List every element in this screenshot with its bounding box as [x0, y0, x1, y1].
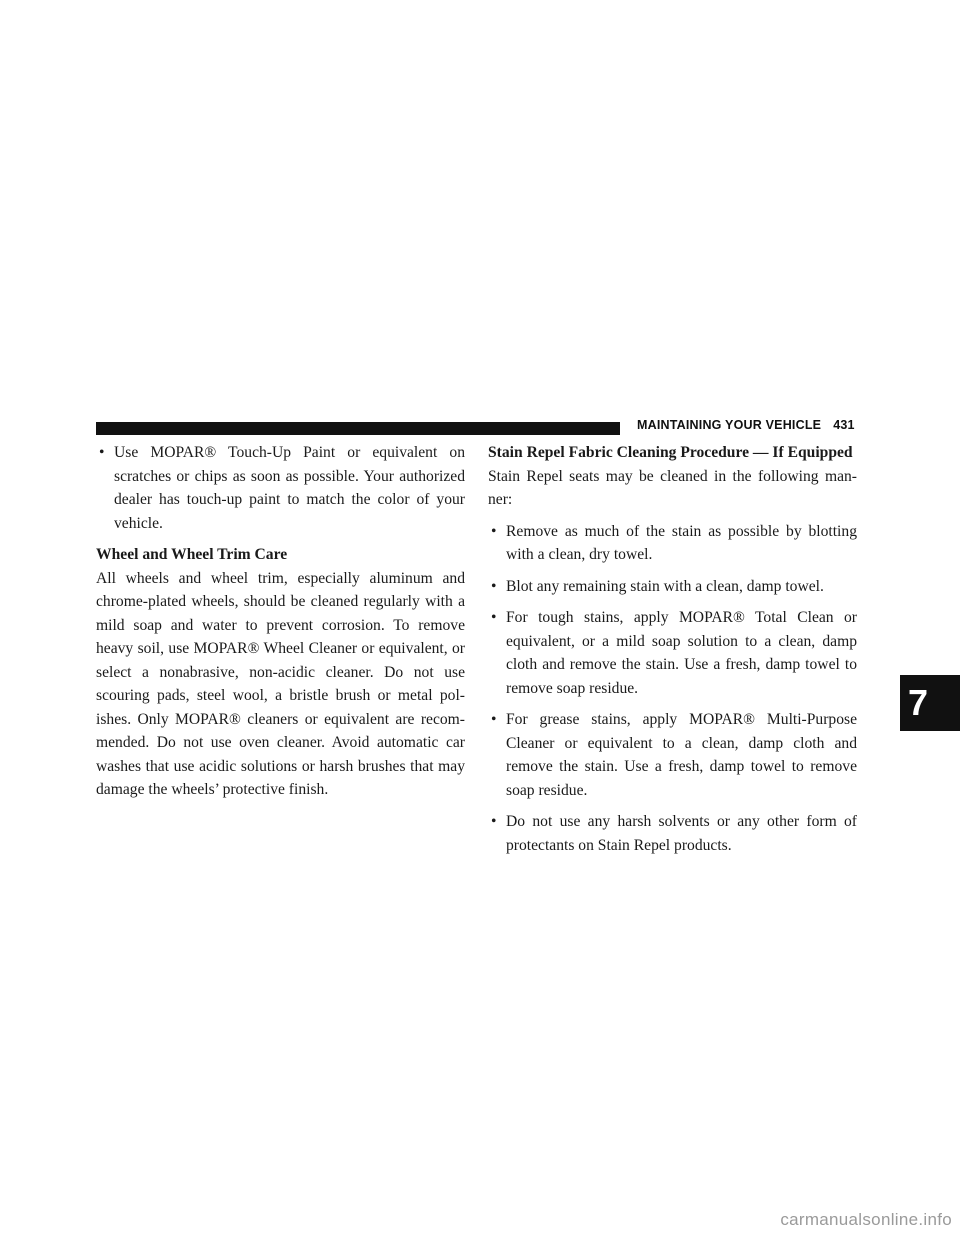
bullet-text: Use MOPAR® Touch-Up Paint or equivalent on scratches or chips as soon as possible. Your authorized dealer has touch-up paint to match the color of your vehicle.	[114, 444, 465, 532]
bullet-text: Remove as much of the stain as possible by blotting with a clean, dry towel.	[506, 522, 857, 563]
running-header	[637, 418, 855, 432]
section-heading: Stain Repel Fabric Cleaning Procedure — If Equipped	[488, 444, 853, 461]
page-number: 431	[833, 418, 855, 432]
chapter-tab: 7	[900, 675, 960, 731]
list-item	[488, 575, 857, 599]
list-item	[488, 810, 857, 857]
bullet-icon: •	[491, 813, 497, 830]
list-item	[488, 606, 857, 700]
bullet-icon: •	[491, 711, 497, 728]
list-item	[488, 520, 857, 567]
bullet-text: For tough stains, apply MOPAR® Total Clean or equivalent, or a mild soap solution to a clean, damp cloth and remove the stain. Use a fresh, damp towel to remove soap residue.	[506, 609, 857, 697]
bullet-icon: •	[491, 609, 497, 626]
bullet-text: Do not use any harsh solvents or any other form of protectants on Stain Repel products.	[506, 813, 857, 854]
section-heading: Wheel and Wheel Trim Care	[96, 546, 288, 563]
list-item	[96, 441, 465, 535]
bullet-icon: •	[491, 522, 497, 540]
header-rule	[96, 422, 620, 435]
watermark-link[interactable]: carmanualsonline.info	[780, 1210, 952, 1229]
bullet-icon: •	[99, 444, 105, 461]
bullet-icon: •	[491, 577, 497, 595]
bullet-text: Blot any remaining stain with a clean, damp towel.	[506, 577, 824, 595]
left-column	[96, 441, 465, 810]
right-column	[488, 441, 857, 865]
section-title: MAINTAINING YOUR VEHICLE	[637, 418, 822, 432]
body-paragraph: All wheels and wheel trim, especially aluminum and chrome-plated wheels, should be cleaned regularly with a mild soap and water to prevent corrosion. To remove heavy soil, use MOPAR® Wheel Cleaner or equivalent, or select a nonabrasive, non-acidic cleaner. Do not use scouring pads, steel wool, a bristle brush or metal pol- ishes. Only MOPAR® cleaners or equivalent are recom- mended. Do not use oven cleaner. Avoid automatic car washes that use acidic solutions or harsh brushes that may damage the wheels’ protective finish.	[96, 569, 465, 798]
list-item	[488, 708, 857, 802]
intro-paragraph: Stain Repel seats may be cleaned in the following man- ner:	[488, 467, 857, 508]
bullet-text: For grease stains, apply MOPAR® Multi-Purpose Cleaner or equivalent to a clean, damp cloth and remove the stain. Use a fresh, damp towel to remove soap residue.	[506, 711, 857, 799]
